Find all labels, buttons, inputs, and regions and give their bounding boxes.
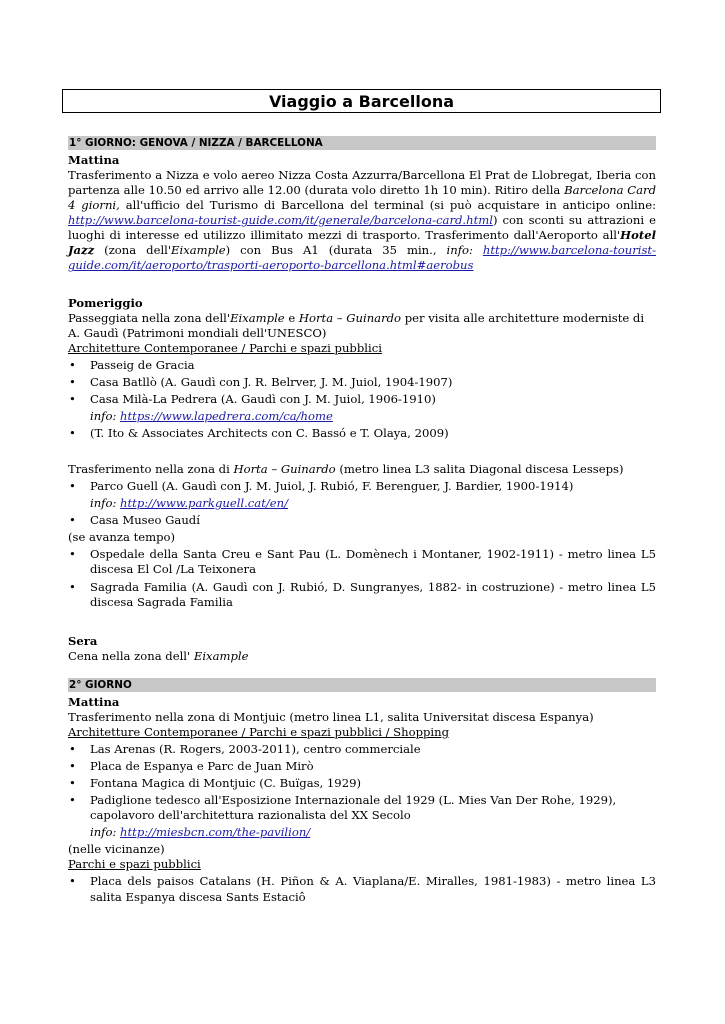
pavilion-link[interactable]: http://miesbcn.com/the-pavilion/ (120, 825, 311, 840)
list-item: • Casa Milà-La Pedrera (A. Gaudì con J. M. Juiol, 1906-1910) (68, 392, 656, 407)
list-item: • Fontana Magica di Montjuic (C. Buïgas, 1929) (68, 776, 656, 791)
day1-transfer-text: Trasferimento nella zona di Horta – Guinardo (metro linea L3 salita Diagonal discesa Lesseps) (68, 462, 624, 477)
day1-mattina-text: Trasferimento a Nizza e volo aereo Nizza Costa Azzurra/Barcellona El Prat de Llobregat, Iberia con partenza alle 10.50 ed arrivo alle 12.00 (durata volo diretto 1h 10 min). Ritiro della Barcelona Card 4 giorni, all'ufficio del Turismo di Barcellona del terminal (si può acquistare in anticipo online: http://www.barcelona-tourist-guide.com/it/generale/barcelona-card.html) con sconti su attrazioni e luoghi di interesse ed utilizzo illimitato mezzi di trasporto. Trasferimento dall'Aeroporto all'Hotel Jazz (zona dell'Eixample) con Bus A1 (durata 35 min., info: http://www.barcelona-tourist-guide.com/it/aeroporto/trasporti-aeroporto-barcellona.html#aerobus (68, 168, 657, 273)
day2-list-1 (68, 742, 656, 823)
list-item: • Passeig de Gracia (68, 358, 656, 373)
day2-parchi-label: Parchi e spazi pubblici (68, 857, 201, 872)
document-content (68, 136, 656, 907)
day1-pomeriggio-heading: Pomeriggio (68, 295, 143, 310)
day1-sera-text: Cena nella zona dell' Eixample (68, 648, 249, 663)
parkguell-link[interactable]: http://www.parkguell.cat/en/ (120, 496, 289, 511)
day1-mattina-heading: Mattina (68, 153, 120, 167)
list-item: • Las Arenas (R. Rogers, 2003-2011), centro commerciale (68, 742, 656, 757)
day1-list-2 (68, 479, 656, 494)
barcelona-card-link[interactable]: http://www.barcelona-tourist-guide.com/it/generale/barcelona-card.html (68, 213, 493, 228)
list-item: • Sagrada Familia (A. Gaudì con J. Rubió, D. Sungranyes, 1882- in costruzione) - metro linea L5 discesa Sagrada Familia (68, 580, 656, 610)
day2-header: 2° GIORNO (68, 678, 656, 692)
pedrera-info: info: https://www.lapedrera.com/ca/home (90, 408, 333, 423)
day2-list-2 (68, 874, 656, 904)
day1-sera-heading: Sera (68, 633, 98, 648)
aerobus-link[interactable]: http://www.barcelona-tourist-guide.com/it/aeroporto/trasporti-aeroporto-barcellona.html#aerobus (68, 243, 656, 273)
list-item: • Placa dels paisos Catalans (H. Piñon & A. Viaplana/E. Miralles, 1981-1983) - metro linea L3 salita Espanya discesa Sants Estaciô (68, 874, 656, 904)
day1-header: 1° GIORNO: GENOVA / NIZZA / BARCELLONA (68, 136, 656, 150)
day1-list-1 (68, 358, 656, 407)
pavilion-info: info: http://miesbcn.com/the-pavilion/ (90, 825, 311, 840)
list-item: • (T. Ito & Associates Architects con C. Bassó e T. Olaya, 2009) (68, 426, 656, 441)
day2-mattina-text: Trasferimento nella zona di Montjuic (metro linea L1, salita Universitat discesa Espanya) (68, 709, 594, 724)
day1-list-3 (68, 513, 656, 528)
document-title: Viaggio a Barcellona (62, 89, 661, 113)
list-item: • Casa Batllò (A. Gaudì con J. R. Belrver, J. M. Juiol, 1904-1907) (68, 375, 656, 390)
pedrera-link[interactable]: https://www.lapedrera.com/ca/home (120, 408, 333, 423)
day2-mattina-heading: Mattina (68, 694, 120, 709)
day2-architetture-label: Architetture Contemporanee / Parchi e spazi pubblici / Shopping (68, 724, 450, 739)
list-item: • Casa Museo Gaudí (68, 513, 656, 528)
day1-list-1b (68, 426, 656, 441)
day1-architetture-label: Architetture Contemporanee / Parchi e spazi pubblici (68, 340, 382, 355)
day1-pomeriggio-text: Passeggiata nella zona dell'Eixample e Horta – Guinardo per visita alle architetture moderniste di A. Gaudì (Patrimoni mondiali dell'UNESCO) (68, 310, 645, 340)
day1-list-4 (68, 547, 656, 609)
list-item: • Ospedale della Santa Creu e Sant Pau (L. Domènech i Montaner, 1902-1911) - metro linea L5 discesa El Col /La Teixonera (68, 547, 656, 577)
list-item: • Parco Guell (A. Gaudì con J. M. Juiol, J. Rubió, F. Berenguer, J. Bardier, 1900-1914) (68, 479, 656, 494)
vicinanze-text: (nelle vicinanze) (68, 842, 165, 857)
guell-info: info: http://www.parkguell.cat/en/ (90, 496, 289, 511)
list-item: • Padiglione tedesco all'Esposizione Internazionale del 1929 (L. Mies Van Der Rohe, 1929), capolavoro dell'architettura razionalista del XX Secolo (68, 793, 656, 823)
list-item: • Placa de Espanya e Parc de Juan Mirò (68, 759, 656, 774)
se-avanza-text: (se avanza tempo) (68, 530, 176, 545)
